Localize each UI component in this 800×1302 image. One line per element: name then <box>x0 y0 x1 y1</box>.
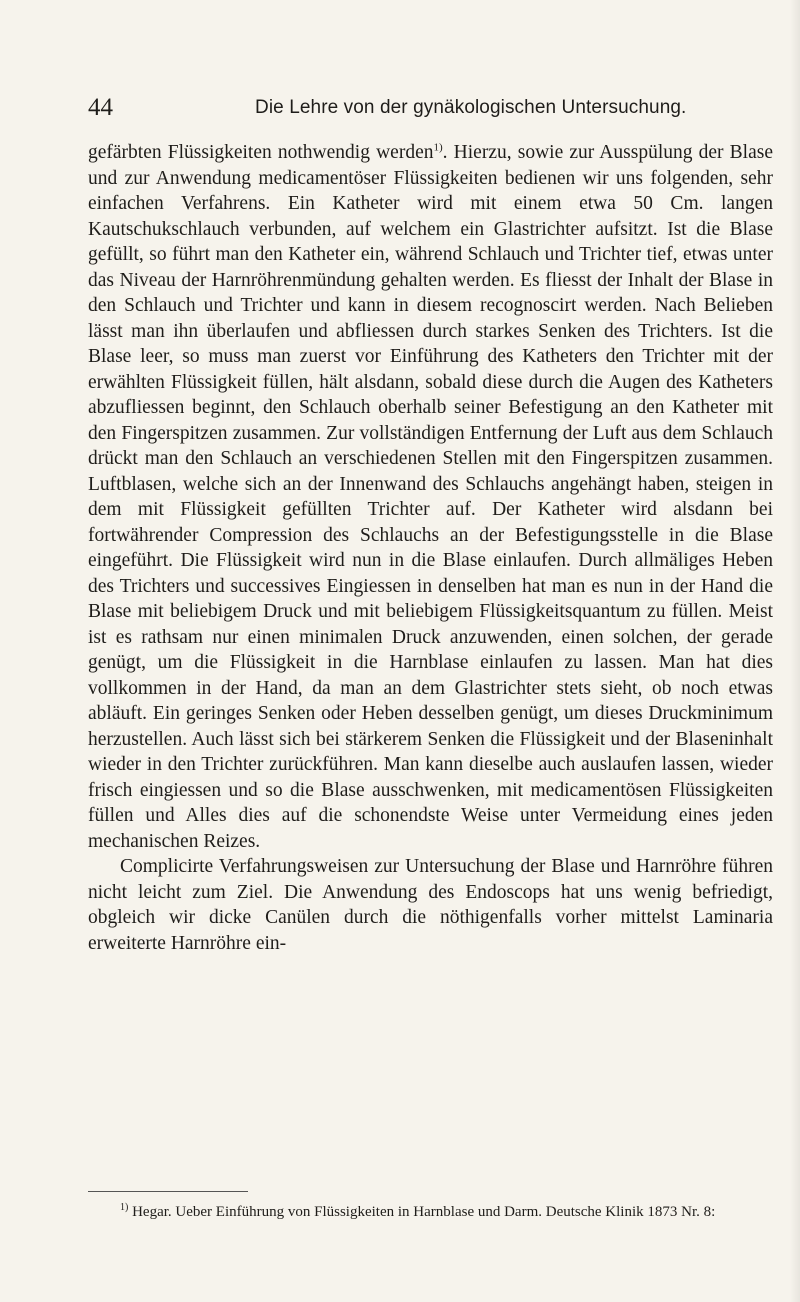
footnote-1-text: Hegar. Ueber Einführung von Flüssigkeiten in Harnblase und Darm. Deutsche Klinik 1873 Nr. 8: <box>132 1204 716 1220</box>
footnote-reference-1: 1) <box>433 141 443 154</box>
page-number: 44 <box>88 94 113 121</box>
page-header <box>88 96 768 120</box>
paragraph-1 <box>88 140 773 854</box>
footnote-divider <box>88 1191 248 1192</box>
main-text <box>88 140 773 956</box>
paragraph-1-text-rest: . Hierzu, sowie zur Ausspülung der Blase und zur Anwendung medicamentöser Flüssigkeiten bedienen wir uns folgenden, sehr einfachen Verfahrens. Ein Katheter wird mit einem etwa 50 Cm. langen Kautschukschlauch verbunden, auf welchem ein Glastrichter aufsitzt. Ist die Blase gefüllt, so führt man den Katheter ein, während Schlauch und Trichter tief, etwas unter das Niveau der Harnröhrenmündung gehalten werden. Es fliesst der Inhalt der Blase in den Schlauch und Trichter und kann in diesem recognoscirt werden. Nach Belieben lässt man ihn überlaufen und abfliessen durch starkes Senken des Trichters. Ist die Blase leer, so muss man zuerst vor Einführung des Katheters den Trichter mit der erwählten Flüssigkeit füllen, hält alsdann, sobald diese durch die Augen des Katheters abzufliessen beginnt, den Schlauch oberhalb seiner Befestigung an den Katheter mit den Fingerspitzen zusammen. Zur vollständigen Entfernung der Luft aus dem Schlauch drückt man den Schlauch an verschiedenen Stellen mit den Fingerspitzen zusammen. Luftblasen, welche sich an der Innenwand des Schlauchs angehängt haben, steigen in dem mit Flüssigkeit gefüllten Trichter auf. Der Katheter wird alsdann bei fortwährender Compression des Schlauchs an der Befestigungsstelle in die Blase eingeführt. Die Flüssigkeit wird nun in die Blase einlaufen. Durch allmäliges Heben des Trichters und successives Eingiessen in denselben hat man es nun in der Hand die Blase mit beliebigem Druck und mit beliebigem Flüssigkeitsquantum zu füllen. Meist ist es rathsam nur einen minimalen Druck anzuwenden, einen solchen, der gerade genügt, um die Flüssigkeit in die Harnblase einlaufen zu lassen. Man hat dies vollkommen in der Hand, da man an dem Glastrichter stets sieht, ob noch etwas abläuft. Ein geringes Senken oder Heben desselben genügt, um dieses Druckminimum herzustellen. Auch lässt sich bei stärkerem Senken die Flüssigkeit und der Blaseninhalt wieder in den Trichter zurückführen. Man kann dieselbe auch auslaufen lassen, wieder frisch eingiessen und so die Blase ausschwenken, mit medicamentösen Flüssigkeiten füllen und Alles dies auf die schonendste Weise unter Vermeidung eines jeden mechanischen Reizes. <box>88 142 773 852</box>
footnotes <box>88 1201 773 1223</box>
paragraph-1-text-start: gefärbten Flüssigkeiten nothwendig werden <box>88 142 434 163</box>
footnote-1 <box>88 1201 773 1223</box>
paragraph-2: Complicirte Verfahrungsweisen zur Untersuchung der Blase und Harnröhre führen nicht leicht zum Ziel. Die Anwendung des Endoscops hat uns wenig befriedigt, obgleich wir dicke Canülen durch die nöthigenfalls vorher mittelst Laminaria erweiterte Harnröhre ein- <box>88 856 773 954</box>
running-title: Die Lehre von der gynäkologischen Untersuchung. <box>255 97 687 118</box>
page-edge-shadow <box>790 0 800 1302</box>
footnote-1-mark: 1) <box>120 1202 129 1213</box>
